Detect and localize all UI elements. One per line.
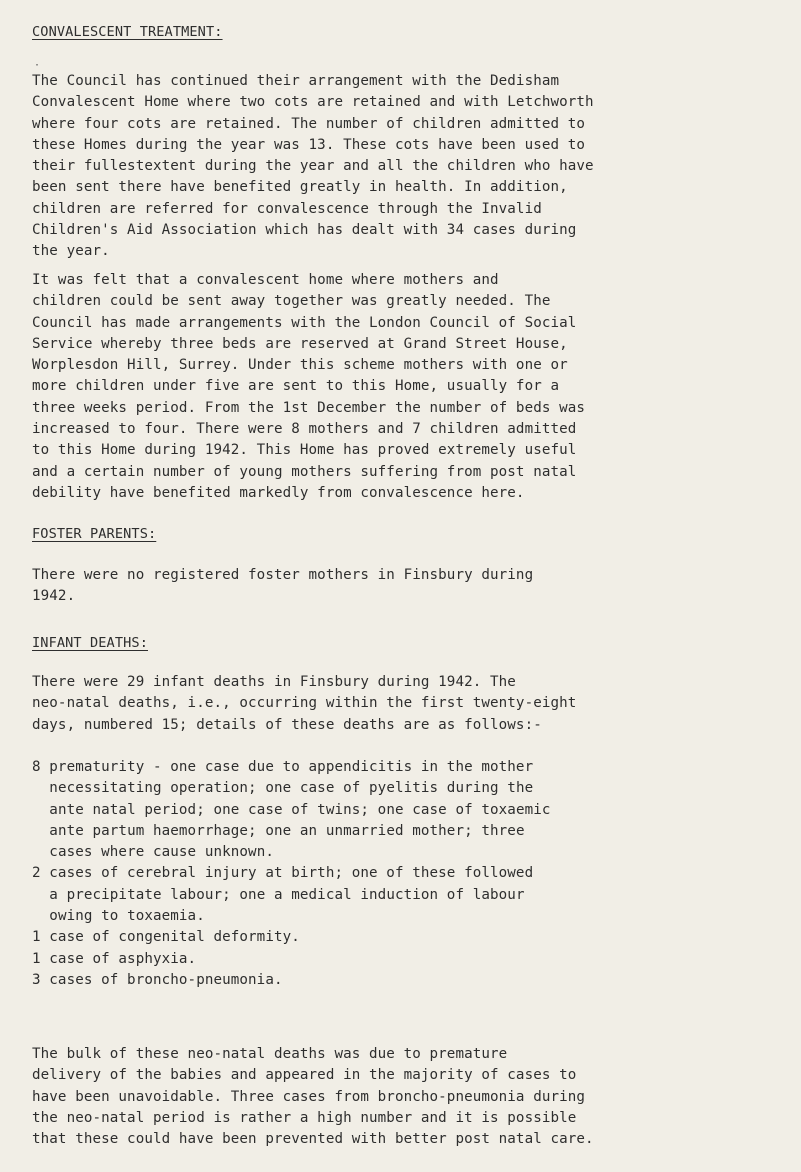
list-item: 1 case of asphyxia. xyxy=(32,950,197,967)
heading-convalescent-treatment: CONVALESCENT TREATMENT: xyxy=(32,24,223,40)
paragraph-convalescent-1: The Council has continued their arrangement with the Dedisham Convalescent Home where two cots are retained and with Letchworth where four cots are retained. The number of children admitted to these Homes during the year was 13. These cots have been used to their fullestextent during the year and all the children who have been sent there have benefited greatly in health. In addition, children are referred for convalescence through the Invalid Children's Aid Association which has dealt with 34 cases during the year. xyxy=(32,73,594,260)
stray-mark: · xyxy=(34,60,43,71)
list-item: 2 cases of cerebral injury at birth; one of these followed a precipitate labour; one a medical induction of labour owing to toxaemia. xyxy=(32,865,534,925)
list-item: 1 case of congenital deformity. xyxy=(32,929,300,946)
list-item: 8 prematurity - one case due to appendicitis in the mother necessitating operation; one case of pyelitis during the ante natal period; one case of twins; one case of toxaemic ante partum haemorrhage; one an unmarried mother; three cases where cause unknown. xyxy=(32,759,551,861)
heading-infant-deaths: INFANT DEATHS: xyxy=(32,635,148,651)
paragraph-foster-1: There were no registered foster mothers in Finsbury during 1942. xyxy=(32,567,534,605)
paragraph-convalescent-2: It was felt that a convalescent home where mothers and children could be sent away together was greatly needed. The Council has made arrangements with the London Council of Social Service whereby three beds are reserved at Grand Street House, Worplesdon Hill, Surrey. Under this scheme mothers with one or more children under five are sent to this Home, usually for a three weeks period. From the 1st December the number of beds was increased to four. There were 8 mothers and 7 children admitted to this Home during 1942. This Home has proved extremely useful and a certain number of young mothers suffering from post natal debility have benefited markedly from convalescence here. xyxy=(32,272,586,501)
paragraph-infant-2: The bulk of these neo-natal deaths was due to premature delivery of the babies and appeared in the majority of cases to have been unavoidable. Three cases from broncho-pneumonia during the neo-natal period is rather a high number and it is possible that these could have been prevented with better post natal care. xyxy=(32,1046,594,1148)
list-item: 3 cases of broncho-pneumonia. xyxy=(32,971,283,988)
heading-foster-parents: FOSTER PARENTS: xyxy=(32,526,157,542)
infant-death-causes-list xyxy=(32,757,772,991)
paragraph-infant-1: There were 29 infant deaths in Finsbury during 1942. The neo-natal deaths, i.e., occurring within the first twenty-eight days, numbered 15; details of these deaths are as follows:- xyxy=(32,674,577,733)
